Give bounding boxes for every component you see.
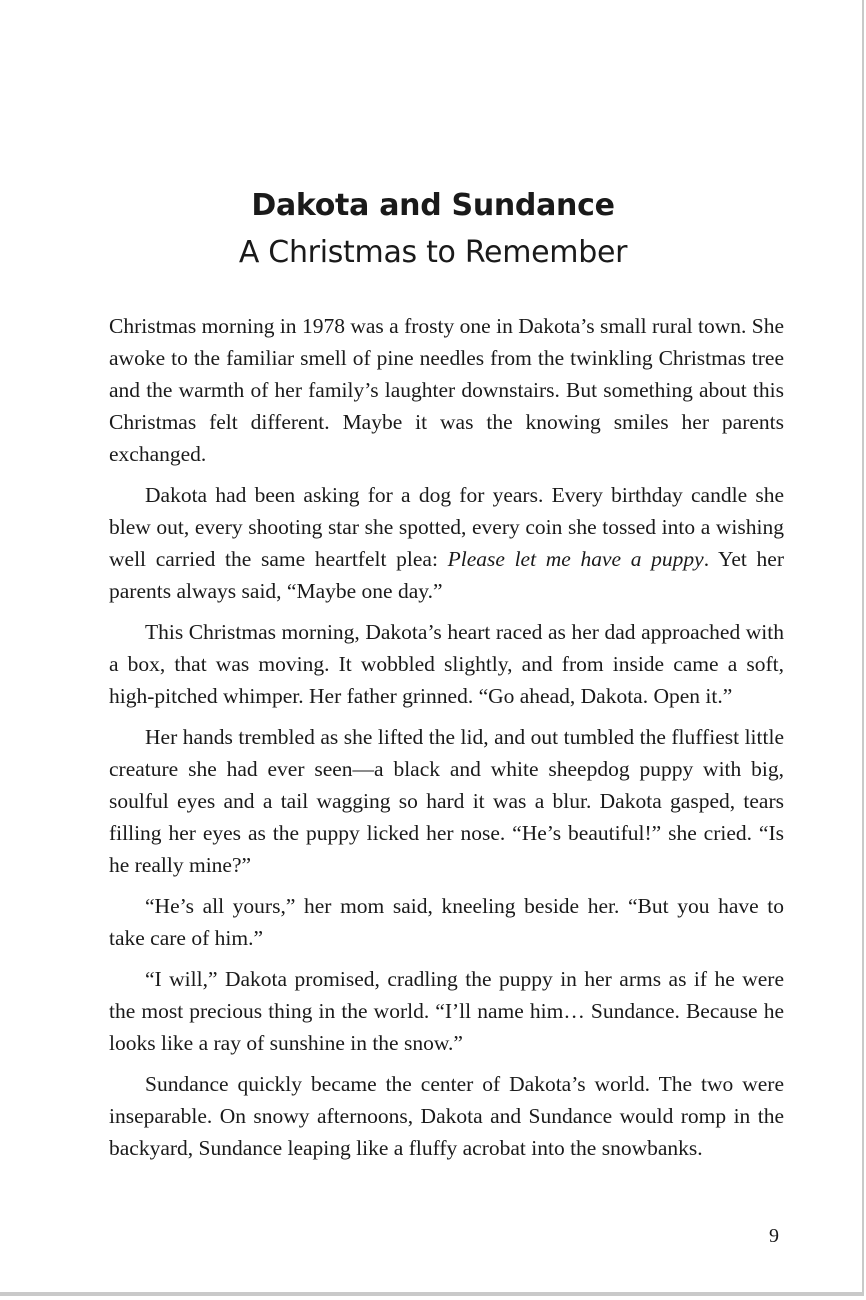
chapter-title: Dakota and Sundance <box>251 188 615 223</box>
chapter-body <box>109 310 784 1173</box>
paragraph-4: Her hands trembled as she lifted the lid, and out tumbled the fluffiest little creature she had ever seen—a black and white sheepdog puppy with big, soulful eyes and a tail wagging so hard it was a blur. Dakota gasped, tears filling her eyes as the puppy licked her nose. “He’s beautiful!” she cried. “Is he really mine?” <box>109 725 784 877</box>
paragraph-3: This Christmas morning, Dakota’s heart raced as her dad approached with a box, that was moving. It wobbled slightly, and from inside came a soft, high-pitched whimper. Her father grinned. “Go ahead, Dakota. Open it.” <box>109 620 784 708</box>
page-number: 9 <box>769 1225 779 1247</box>
chapter-subtitle: A Christmas to Remember <box>238 235 628 270</box>
paragraph-6: “I will,” Dakota promised, cradling the puppy in her arms as if he were the most precious thing in the world. “I’ll name him… Sundance. Because he looks like a ray of sunshine in the snow.” <box>109 967 784 1055</box>
paragraph-5: “He’s all yours,” her mom said, kneeling beside her. “But you have to take care of him.” <box>109 894 784 950</box>
paragraph-2-text-end: . Yet her parents always said, “Maybe one day.” <box>109 547 785 603</box>
paragraph-2 <box>109 479 784 607</box>
paragraph-7: Sundance quickly became the center of Dakota’s world. The two were inseparable. On snowy afternoons, Dakota and Sundance would romp in the backyard, Sundance leaping like a fluffy acrobat into the snowbanks. <box>109 1072 784 1160</box>
paragraph-1: Christmas morning in 1978 was a frosty one in Dakota’s small rural town. She awoke to the familiar smell of pine needles from the twinkling Christmas tree and the warmth of her family’s laughter downstairs. But something about this Christmas felt different. Maybe it was the knowing smiles her parents exchanged. <box>109 314 784 466</box>
paragraph-2-text-start: Dakota had been asking for a dog for years. Every birthday candle she blew out, every shooting star she spotted, every coin she tossed into a wishing well carried the same heartfelt plea: <box>109 483 784 571</box>
paragraph-2-italic-plea: Please let me have a puppy <box>447 547 704 571</box>
